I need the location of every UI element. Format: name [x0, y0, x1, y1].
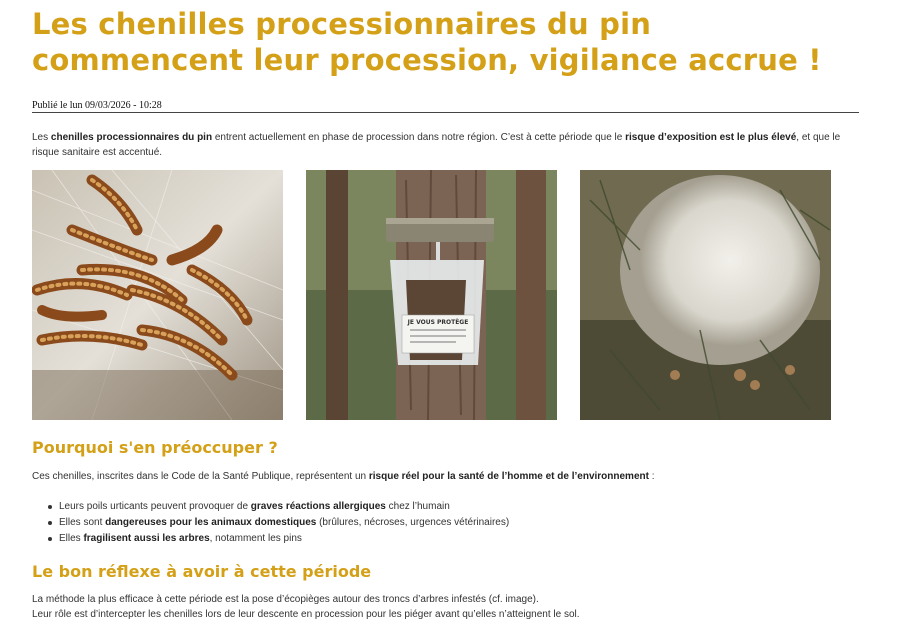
caterpillars-photo [32, 170, 283, 420]
section-reflex-paragraph: La méthode la plus efficace à cette période est la pose d’écopièges autour des troncs d’arbres infestés (cf. image). Leur rôle est d’intercepter les chenilles lors de leur descente en procession pour les piéger avant qu’elles n’atteignent le sol. [32, 594, 580, 620]
risks-list [48, 499, 509, 547]
silk-nest-photo [580, 170, 831, 420]
ecopiege-trap-photo [306, 170, 557, 420]
publication-date: Publié le lun 09/03/2026 - 10:28 [32, 100, 859, 113]
list-item: Elles sont dangereuses pour les animaux domestiques (brûlures, nécroses, urgences vétérinaires) [48, 515, 509, 531]
list-item: Elles fragilisent aussi les arbres, notamment les pins [48, 531, 509, 547]
section-why-paragraph: Ces chenilles, inscrites dans le Code de la Santé Publique, représentent un risque réel pour la santé de l’homme et de l’environnement : [32, 471, 655, 482]
trap-sign-text: JE VOUS PROTÈGE [407, 319, 469, 326]
intro-paragraph: Les chenilles processionnaires du pin entrent actuellement en phase de procession dans notre région. C’est à cette période que le risque d’exposition est le plus élevé, et que le risque sanitaire est accentué. [32, 132, 841, 158]
section-heading-why: Pourquoi s'en préoccuper ? [32, 438, 278, 457]
page-title: Les chenilles processionnaires du pin commencent leur procession, vigilance accrue ! [32, 7, 822, 77]
list-item: Leurs poils urticants peuvent provoquer de graves réactions allergiques chez l’humain [48, 499, 509, 515]
section-heading-reflex: Le bon réflexe à avoir à cette période [32, 562, 372, 581]
